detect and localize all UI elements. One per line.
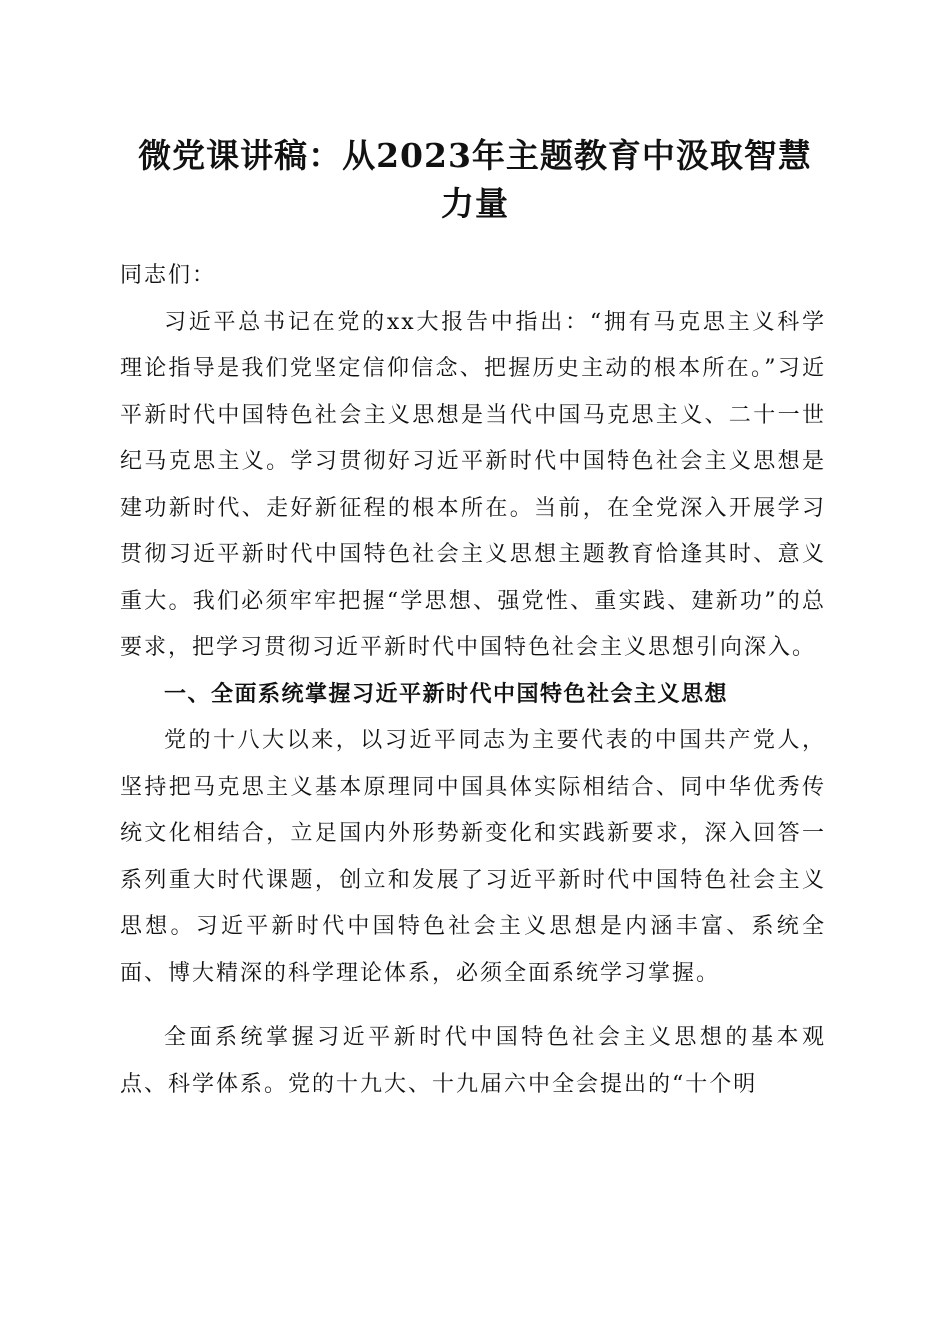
title-line-1: 微党课讲稿：从2023年主题教育中汲取智慧 (138, 136, 812, 175)
title-line-2: 力量 (441, 184, 509, 223)
section-heading-1: 一、全面系统掌握习近平新时代中国特色社会主义思想 (164, 681, 729, 707)
paragraph-intro: 习近平总书记在党的xx大报告中指出：“拥有马克思主义科学理论指导是我们党坚定信仰信念、把握历史主动的根本所在。”习近平新时代中国特色社会主义思想是当代中国马克思主义、二十一世纪马克思主义。学习贯彻好习近平新时代中国特色社会主义思想是建功新时代、走好新征程的根本所在。当前，在全党深入开展学习贯彻习近平新时代中国特色社会主义思想主题教育恰逢其时、意义重大。我们必须牢牢把握“学思想、强党性、重实践、建新功”的总要求，把学习贯彻习近平新时代中国特色社会主义思想引向深入。 (120, 309, 826, 660)
salutation: 同志们： (120, 263, 217, 288)
paragraph-section-1: 党的十八大以来，以习近平同志为主要代表的中国共产党人，坚持把马克思主义基本原理同中国具体实际相结合、同中华优秀传统文化相结合，立足国内外形势新变化和实践新要求，深入回答一系列重大时代课题，创立和发展了习近平新时代中国特色社会主义思想。习近平新时代中国特色社会主义思想是内涵丰富、系统全面、博大精深的科学理论体系，必须全面系统学习掌握。 (120, 728, 826, 986)
document-body (120, 253, 826, 1108)
document-title (110, 132, 840, 228)
paragraph-section-1-continued: 全面系统掌握习近平新时代中国特色社会主义思想的基本观点、科学体系。党的十九大、十九届六中全会提出的“十个明 (120, 1025, 826, 1097)
paragraph-gap (120, 997, 826, 1015)
